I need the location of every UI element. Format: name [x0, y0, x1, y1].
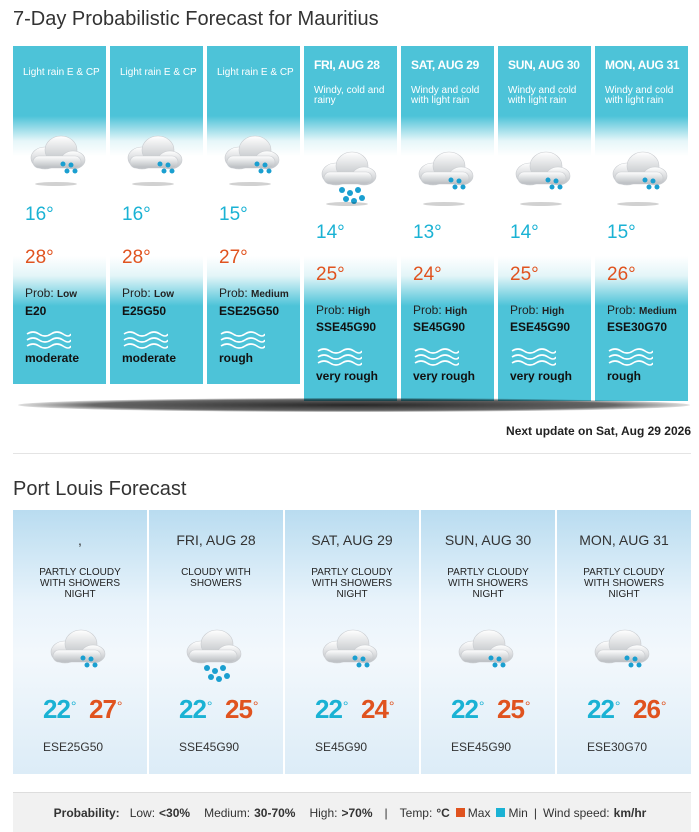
max-temp: 25°	[316, 264, 345, 285]
min-temp: 13°	[413, 222, 442, 243]
legend-wind-unit: km/hr	[613, 805, 647, 820]
min-temp	[179, 694, 212, 725]
cloud-rain-icon	[313, 626, 385, 682]
cloud-rain-icon	[41, 626, 113, 682]
min-temp-value: 22	[315, 694, 342, 724]
day-label: ,	[78, 532, 82, 548]
legend-temp-unit: °C	[436, 805, 450, 820]
probability	[413, 303, 467, 317]
day-column	[595, 46, 690, 401]
cloud-rain-icon	[409, 148, 479, 200]
max-temp-value: 24	[361, 694, 388, 724]
prob-label: Prob:	[316, 303, 345, 317]
max-temp: 26°	[607, 264, 636, 285]
legend-high-label: High:	[309, 805, 338, 820]
max-temp: 24°	[413, 264, 442, 285]
degree-symbol: °	[614, 698, 620, 714]
day-header: SUN, AUG 30	[508, 58, 580, 72]
panel-shadow	[18, 398, 690, 412]
legend-temp-label: Temp:	[399, 805, 433, 820]
prob-label: Prob:	[607, 303, 636, 317]
legend-low-label: Low:	[129, 805, 156, 820]
divider	[13, 453, 691, 454]
icon-shadow	[520, 202, 562, 206]
day-description: Windy and cold with light rain	[508, 85, 577, 106]
probability	[122, 286, 174, 300]
wind-value: E20	[25, 304, 47, 318]
day-description: CLOUDY WITH SHOWERS	[181, 567, 251, 589]
day-description: Light rain E & CP	[120, 67, 197, 78]
cloud-rain-icon	[21, 132, 91, 184]
degree-symbol: °	[206, 698, 212, 714]
waves-icon	[510, 346, 556, 366]
probability	[25, 286, 77, 300]
day-column	[401, 46, 496, 401]
wind-value: ESE45G90	[510, 320, 571, 334]
prob-label: Prob:	[219, 286, 248, 300]
prob-label: Prob:	[25, 286, 54, 300]
min-temp-value: 22	[587, 694, 614, 724]
min-temp: 16°	[25, 204, 54, 225]
prob-label: Prob:	[413, 303, 442, 317]
day-column	[304, 46, 399, 401]
max-temp	[361, 694, 394, 725]
port-louis-panel	[13, 510, 691, 774]
max-temp: 28°	[25, 247, 54, 268]
sea-state: rough	[607, 369, 641, 383]
port-louis-day	[149, 510, 284, 774]
day-description: PARTLY CLOUDY WITH SHOWERS NIGHT	[583, 567, 665, 600]
cloud-rain-icon	[118, 132, 188, 184]
max-temp-value: 26	[633, 694, 660, 724]
min-temp: 16°	[122, 204, 151, 225]
degree-symbol: °	[660, 698, 666, 714]
icon-shadow	[326, 202, 368, 206]
degree-symbol: °	[478, 698, 484, 714]
page-title: 7-Day Probabilistic Forecast for Mauritius	[13, 8, 379, 30]
seven-day-panel	[13, 46, 691, 401]
degree-symbol: °	[524, 698, 530, 714]
day-description: PARTLY CLOUDY WITH SHOWERS NIGHT	[311, 567, 393, 600]
sea-state: very rough	[316, 369, 379, 383]
legend-probability-label: Probability:	[53, 805, 120, 820]
prob-value: Medium	[251, 289, 289, 300]
min-temp-value: 22	[451, 694, 478, 724]
wind-value: SSE45G90	[179, 740, 240, 754]
probability	[607, 303, 677, 317]
wind-value: SE45G90	[413, 320, 466, 334]
sea-state: rough	[219, 351, 253, 365]
waves-icon	[316, 346, 362, 366]
cloud-rain-icon	[506, 148, 576, 200]
sea-state: moderate	[122, 351, 177, 365]
min-temp	[587, 694, 620, 725]
waves-icon	[607, 346, 653, 366]
degree-symbol: °	[116, 698, 122, 714]
wind-value: ESE25G50	[43, 740, 104, 754]
min-swatch	[496, 808, 505, 817]
wind-value: ESE45G90	[451, 740, 512, 754]
max-temp	[225, 694, 258, 725]
min-temp	[43, 694, 76, 725]
degree-symbol: °	[342, 698, 348, 714]
legend-max-label: Max	[467, 805, 491, 820]
port-louis-day	[13, 510, 148, 774]
degree-symbol: °	[70, 698, 76, 714]
wind-value: ESE30G70	[587, 740, 648, 754]
min-temp-value: 22	[43, 694, 70, 724]
day-column	[110, 46, 205, 384]
day-label: FRI, AUG 28	[176, 532, 256, 548]
max-temp: 27°	[219, 247, 248, 268]
day-description: Windy and cold with light rain	[411, 85, 480, 106]
icon-shadow	[229, 182, 271, 186]
icon-shadow	[617, 202, 659, 206]
min-temp-value: 22	[179, 694, 206, 724]
sea-state: very rough	[510, 369, 573, 383]
legend-medium-label: Medium:	[204, 805, 251, 820]
waves-icon	[25, 329, 71, 349]
min-temp	[451, 694, 484, 725]
day-description: Windy, cold and rainy	[314, 85, 385, 106]
legend-separator: |	[384, 805, 388, 820]
max-temp	[89, 694, 122, 725]
cloud-rain-icon	[449, 626, 521, 682]
legend-wind-label: Wind speed:	[542, 805, 610, 820]
min-temp: 14°	[510, 222, 539, 243]
cloud-rain-icon	[603, 148, 673, 200]
degree-symbol: °	[252, 698, 258, 714]
prob-value: Low	[154, 289, 175, 300]
min-temp	[315, 694, 348, 725]
day-description: Light rain E & CP	[23, 67, 100, 78]
min-temp: 15°	[219, 204, 248, 225]
wind-value: E25G50	[122, 304, 167, 318]
cloud-rain-icon	[215, 132, 285, 184]
icon-shadow	[132, 182, 174, 186]
wind-value: ESE30G70	[607, 320, 668, 334]
waves-icon	[219, 329, 265, 349]
prob-value: High	[348, 306, 371, 317]
prob-value: High	[445, 306, 468, 317]
legend-separator-2: |	[533, 805, 537, 820]
max-temp: 25°	[510, 264, 539, 285]
max-temp: 28°	[122, 247, 151, 268]
probability	[316, 303, 370, 317]
max-temp-value: 25	[225, 694, 252, 724]
day-description: Windy and cold with light rain	[605, 85, 674, 106]
day-column	[207, 46, 302, 384]
prob-label: Prob:	[510, 303, 539, 317]
icon-shadow	[35, 182, 77, 186]
port-louis-day	[285, 510, 420, 774]
probability	[219, 286, 289, 300]
port-louis-title: Port Louis Forecast	[13, 478, 187, 500]
legend-high-value: >70%	[341, 805, 373, 820]
day-header: SAT, AUG 29	[411, 58, 480, 72]
prob-label: Prob:	[122, 286, 151, 300]
wind-value: ESE25G50	[219, 304, 280, 318]
sea-state: very rough	[413, 369, 476, 383]
min-temp: 14°	[316, 222, 345, 243]
wind-value: SSE45G90	[316, 320, 377, 334]
legend-low-value: <30%	[159, 805, 191, 820]
max-temp-value: 25	[497, 694, 524, 724]
day-header: MON, AUG 31	[605, 58, 680, 72]
day-description: Light rain E & CP	[217, 67, 294, 78]
min-temp: 15°	[607, 222, 636, 243]
waves-icon	[413, 346, 459, 366]
port-louis-day	[421, 510, 556, 774]
max-temp	[497, 694, 530, 725]
port-louis-day	[557, 510, 692, 774]
cloud-heavy-rain-icon	[177, 626, 249, 682]
day-header: FRI, AUG 28	[314, 58, 380, 72]
day-label: SUN, AUG 30	[444, 532, 532, 548]
day-column	[13, 46, 108, 384]
prob-value: Low	[57, 289, 78, 300]
probability	[510, 303, 564, 317]
cloud-rain-icon	[585, 626, 657, 682]
sea-state: moderate	[25, 351, 80, 365]
day-label: MON, AUG 31	[579, 532, 669, 548]
day-description: PARTLY CLOUDY WITH SHOWERS NIGHT	[39, 567, 121, 600]
max-swatch	[456, 808, 465, 817]
prob-value: High	[542, 306, 565, 317]
icon-shadow	[423, 202, 465, 206]
prob-value: Medium	[639, 306, 677, 317]
day-label: SAT, AUG 29	[311, 532, 393, 548]
legend	[13, 792, 691, 832]
day-description: PARTLY CLOUDY WITH SHOWERS NIGHT	[447, 567, 529, 600]
wind-value: SE45G90	[315, 740, 368, 754]
next-update: Next update on Sat, Aug 29 2026	[506, 424, 691, 438]
degree-symbol: °	[388, 698, 394, 714]
legend-min-label: Min	[508, 805, 528, 820]
legend-medium-value: 30-70%	[254, 805, 296, 820]
max-temp	[633, 694, 666, 725]
day-column	[498, 46, 593, 401]
waves-icon	[122, 329, 168, 349]
max-temp-value: 27	[89, 694, 116, 724]
cloud-heavy-rain-icon	[312, 148, 382, 200]
